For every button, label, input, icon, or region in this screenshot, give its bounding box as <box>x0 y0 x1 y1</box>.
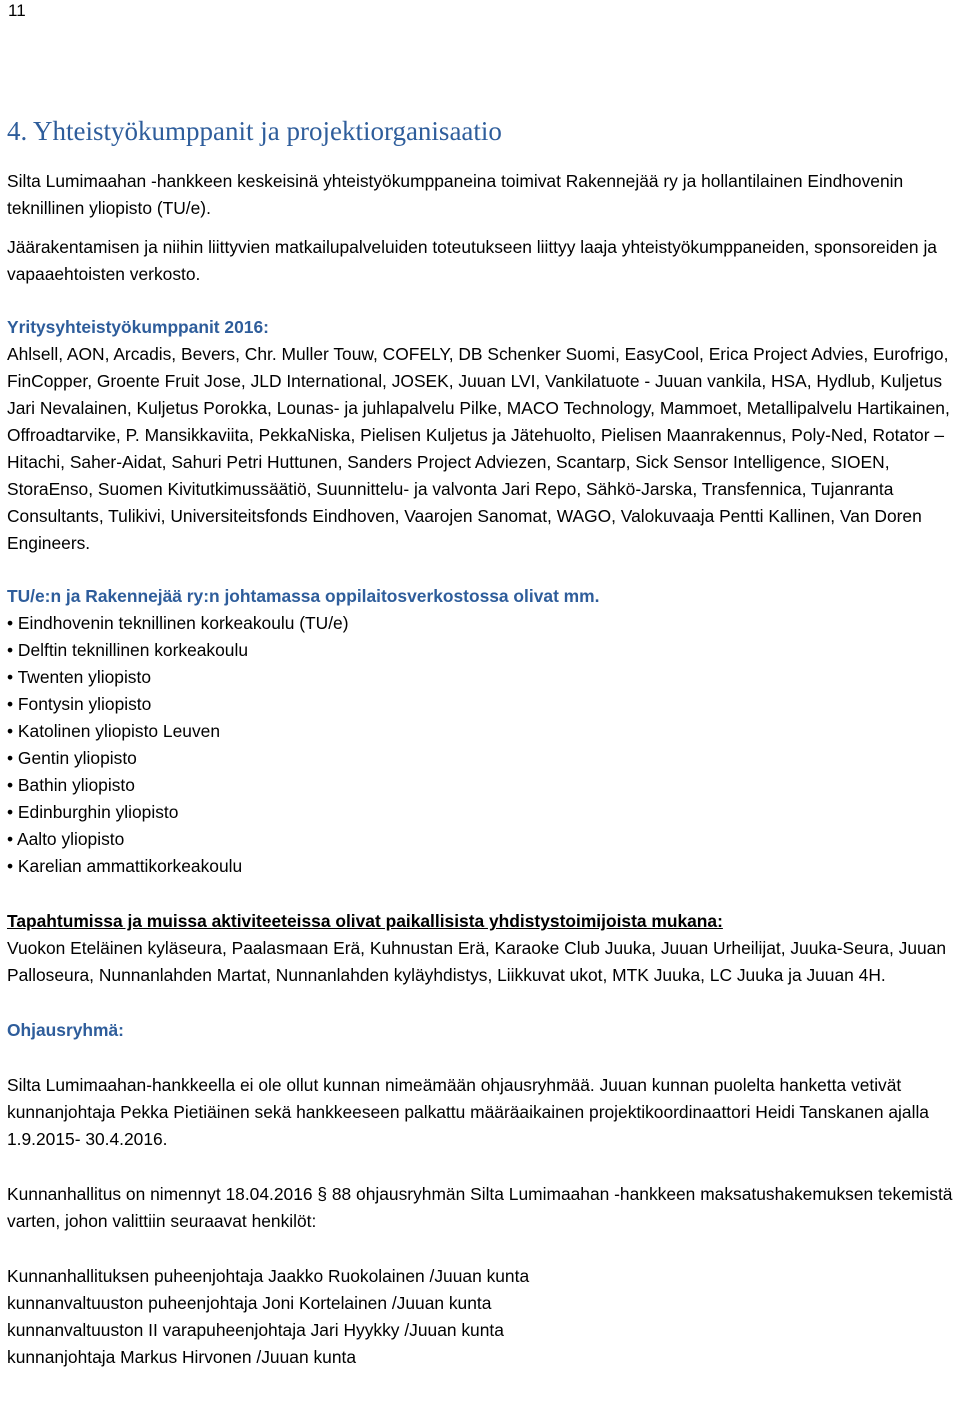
document-body <box>7 112 957 1371</box>
steering-paragraph-1: Silta Lumimaahan-hankkeella ei ole ollut kunnan nimeämään ohjausryhmää. Juuan kunnan puolelta hanketta vetivät kunnanjohtaja Pekka Pietiäinen sekä hankkeeseen palkattu määräaikainen projektikoordinaattori Heidi Tanskanen ajalla 1.9.2015- 30.4.2016. <box>7 1075 929 1149</box>
steering-heading: Ohjausryhmä: <box>7 1020 124 1040</box>
steering-paragraph-2: Kunnanhallitus on nimennyt 18.04.2016 § 88 ohjausryhmän Silta Lumimaahan -hankkeen maksatushakemuksen tekemistä varten, johon valittiin seuraavat henkilöt: <box>7 1184 953 1231</box>
steering-members <box>7 1263 957 1371</box>
events-text: Vuokon Eteläinen kyläseura, Paalasmaan Erä, Kuhnustan Erä, Karaoke Club Juuka, Juuan Urheilijat, Juuka-Seura, Juuan Palloseura, Nunnanlahden Martat, Nunnanlahden kyläyhdistys, Liikkuvat ukot, MTK Juuka, LC Juuka ja Juuan 4H. <box>7 938 947 985</box>
events-heading: Tapahtumissa ja muissa aktiviteeteissa olivat paikallisista yhdistystoimijoista mukana: <box>7 911 723 931</box>
partners-list-text: Ahlsell, AON, Arcadis, Bevers, Chr. Muller Touw, COFELY, DB Schenker Suomi, EasyCool, Erica Project Advies, Eurofrigo, FinCopper, Groente Fruit Jose, JLD International, JOSEK, Juuan LVI, Vankilatuote - Juuan vankila, HSA, Hydlub, Kuljetus Jari Nevalainen, Kuljetus Porokka, Lounas- ja juhlapalvelu Pilke, MACO Technology, Mammoet, Metallipalvelu Hartikainen, Offroadtarvike, P. Mansikkaviita, PekkaNiska, Pielisen Kuljetus ja Jätehuolto, Pielisen Maanrakennus, Poly-Ned, Rotator – Hitachi, Saher-Aidat, Sahuri Petri Huttunen, Sanders Project Adviezen, Scantarp, Sick Sensor Intelligence, SIOEN, StoraEnso, Suomen Kivitutkimussäätiö, Suunnittelu- ja valvonta Jari Repo, Sähkö-Jarska, Transfennica, Tujanranta Consultants, Tulikivi, Universiteitsfonds Eindhoven, Vaarojen Sanomat, WAGO, Valokuvaaja Pentti Kallinen, Van Doren Engineers. <box>7 344 950 553</box>
list-item: • Fontysin yliopisto <box>7 691 957 718</box>
member-line: Kunnanhallituksen puheenjohtaja Jaakko Ruokolainen /Juuan kunta <box>7 1266 530 1286</box>
list-item: • Gentin yliopisto <box>7 745 957 772</box>
intro-paragraph-2: Jäärakentamisen ja niihin liittyvien matkailupalveluiden toteutukseen liittyy laaja yhteistyökumppaneiden, sponsoreiden ja vapaaehtoisten verkosto. <box>7 237 937 284</box>
section-title: 4. Yhteistyökumppanit ja projektiorganisaatio <box>7 116 502 146</box>
list-item: • Karelian ammattikorkeakoulu <box>7 853 957 880</box>
member-line: kunnanvaltuuston II varapuheenjohtaja Jari Hyykky /Juuan kunta <box>7 1320 504 1340</box>
list-item: • Twenten yliopisto <box>7 664 957 691</box>
list-item: • Katolinen yliopisto Leuven <box>7 718 957 745</box>
member-line: kunnanjohtaja Markus Hirvonen /Juuan kunta <box>7 1347 356 1367</box>
member-line: kunnanvaltuuston puheenjohtaja Joni Kortelainen /Juuan kunta <box>7 1293 492 1313</box>
intro-paragraph-1: Silta Lumimaahan -hankkeen keskeisinä yhteistyökumppaneina toimivat Rakennejää ry ja hollantilainen Eindhovenin teknillinen yliopisto (TU/e). <box>7 171 904 218</box>
list-item: • Bathin yliopisto <box>7 772 957 799</box>
list-item: • Edinburghin yliopisto <box>7 799 957 826</box>
network-heading: TU/e:n ja Rakennejää ry:n johtamassa oppilaitosverkostossa olivat mm. <box>7 586 600 606</box>
network-list <box>7 610 957 880</box>
partners-heading: Yritysyhteistyökumppanit 2016: <box>7 317 269 337</box>
list-item: • Aalto yliopisto <box>7 826 957 853</box>
page-number: 11 <box>8 1 26 20</box>
list-item: • Delftin teknillinen korkeakoulu <box>7 637 957 664</box>
list-item: • Eindhovenin teknillinen korkeakoulu (TU/e) <box>7 610 957 637</box>
